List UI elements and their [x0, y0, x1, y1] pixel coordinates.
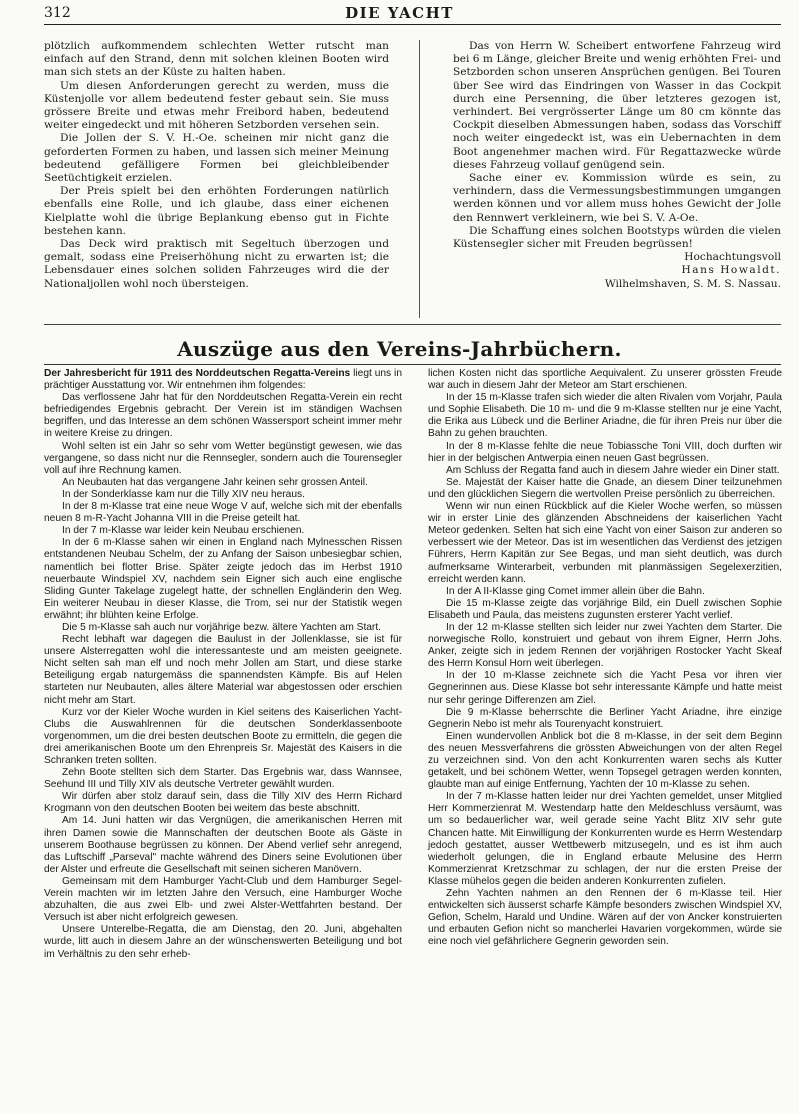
article-paragraph: Die 5 m-Klasse sah auch nur vorjährige bezw. ältere Yachten am Start. — [62, 621, 381, 633]
article-paragraph: Die 15 m-Klasse zeigte das vorjährige Bild, ein Duell zwischen Sophie Elisabeth und Paula, das meistens zugunsten ersterer Yacht verlief. — [428, 597, 782, 621]
letter-paragraph: Der Preis spielt bei den erhöhten Forderungen natürlich ebenfalls eine Rolle, und ich glaube, dass einer eichenen Kielplatte wohl die übrige Beplankung ebenso gut in Fichte bestehen kann. — [44, 185, 389, 237]
letter-paragraph: plötzlich aufkommendem schlechten Wetter rutscht man einfach auf den Strand, denn mit solchen kleinen Booten wird man sich stets an der Küste zu halten haben. — [44, 40, 389, 79]
article-paragraph: lichen Kosten nicht das sportliche Aequivalent. Zu unserer grössten Freude war auch in diesem Jahr der Meteor am Start erschienen. — [428, 368, 782, 392]
letter-section — [44, 40, 781, 322]
letter-paragraph: Das Deck wird praktisch mit Segeltuch überzogen und gemalt, sodass eine Preiserhöhung nicht zu erwarten ist; die Lebensdauer eines solchen soliden Fahrzeuges wird die der Nationaljollen wohl noch übersteigen. — [44, 238, 389, 290]
article-paragraph: Gemeinsam mit dem Hamburger Yacht-Club und dem Hamburger Segel-Verein machten wir im letzten Jahre den Versuch, eine Hamburger Woche abzuhalten, die aus zwei Elb- und zwei Alster-Wettfahrten bestand. Der Versuch ist aber nicht erfolgreich gewesen. — [44, 875, 402, 924]
heading-rule — [44, 364, 781, 365]
signature-name: Hans Howaldt. — [681, 264, 781, 277]
letter-paragraph: Das von Herrn W. Scheibert entworfene Fahrzeug wird bei 6 m Länge, gleicher Breite und wenig erhöhten Frei- und Setzborden schon unseren Ansprüchen genügen. Bei Touren über See wird das Eindringen von Wasser in das Cockpit durch eine Persenning, die über letzteres gezogen ist, verhindert. Bei vergrösserter Länge um 80 cm könnte das Cockpit dieselben Abmessungen haben, sodass das Vorschiff noch weiter eingedeckt ist, was ein Uebernachten in dem Boot angenehmer machen wird. Für Regattazwecke würde dieses Fahrzeug vollauf genügend sein. — [453, 40, 781, 171]
article-paragraph: In der 8 m-Klasse trat eine neue Woge V auf, welche sich mit der ebenfalls neuen 8 m-R-Yacht Johanna VIII in die Preise geteilt hat. — [44, 501, 402, 525]
article-paragraph: Am Schluss der Regatta fand auch in diesem Jahre wieder ein Diner statt. — [446, 464, 780, 476]
section-heading: Auszüge aus den Vereins-Jahrbüchern. — [177, 337, 622, 361]
section-rule — [44, 324, 781, 325]
article-paragraph: In der 6 m-Klasse sahen wir einen in England nach Mylnesschen Rissen entstandenen Neubau Schelm, der zu Anfang der Saison unbesiegbar schien, namentlich bei flotter Brise. Später zeigte jedoch das im Herbst 1910 neuerbaute Windspiel XV, nachdem sein Eigner sich auch eine englische Sliding Gunter Takelage zugelegt hatte, der schnellen Engländerin den Weg. Ein weiterer Neubau in dieser Klasse, die Trom, sei nur der Statistik wegen erwähnt; ihr blühten keine Erfolge. — [44, 537, 402, 621]
article-paragraph: Wohl selten ist ein Jahr so sehr vom Wetter begünstigt gewesen, wie das vergangene, so dass nicht nur die Rennsegler, sondern auch die Tourensegler voll auf ihre Rechnung kamen. — [44, 440, 402, 476]
article-paragraph: Recht lebhaft war dagegen die Baulust in der Jollenklasse, sie ist für unsere Alsterregatten wohl die interessanteste und am meisten geeignete. Nicht selten sah man elf und noch mehr Jollen am Start, und diese starke Beteiligung ergab naturgemäss die spannendsten Kämpfe. Bis auf Helen starteten nur Neubauten, alles ältere Material war abgestossen oder erschien nicht mehr am Start. — [44, 634, 402, 706]
running-head: DIE YACHT — [345, 4, 454, 22]
lead-rest: liegt uns in prächtiger Ausstattung vor. Wir entnehmen ihm folgendes: — [44, 368, 402, 392]
article-paragraph: Wir dürfen aber stolz darauf sein, dass die Tilly XIV des Herrn Richard Krogmann von den deutschen Booten bei weitem das beste abschnitt. — [44, 791, 402, 815]
article-paragraph: Kurz vor der Kieler Woche wurden in Kiel seitens des Kaiserlichen Yacht-Clubs die Auswahlrennen für die deutschen Sonderklassenboote vorgenommen, um die drei besten deutschen Boote zu ermitteln, die gegen die drei amerikanischen Boote um den Ehrenpreis Sr. Majestät des Kaisers in die Schranken treten sollten. — [44, 706, 402, 766]
article-paragraph: An Neubauten hat das vergangene Jahr keinen sehr grossen Anteil. — [62, 476, 368, 488]
article-paragraph: Zehn Boote stellten sich dem Starter. Das Ergebnis war, dass Wannsee, Seehund III und Tilly XIV als deutsche Vertreter gewählt wurden. — [44, 767, 402, 791]
letter-paragraph: Die Jollen der S. V. H.-Oe. scheinen mir nicht ganz die geforderten Formen zu haben, und lassen sich meiner Meinung bedeutend gefälligere Formen bei gleichbleibender Seetüchtigkeit erzielen. — [44, 132, 389, 185]
article-paragraph: Das verflossene Jahr hat für den Norddeutschen Regatta-Verein ein recht befriedigendes Ergebnis gebracht. Der Verein ist im ständigen Wachsen begriffen, und das Interesse an dem schönen Wassersport scheint immer mehr in weitere Kreise zu dringen. — [44, 392, 402, 440]
letter-paragraph: Um diesen Anforderungen gerecht zu werden, muss die Küstenjolle vor allem bedeutend fester gebaut sein. Sie muss grössere Breite und etwas mehr Freibord haben, bedeutend weiter eingedeckt und mit höheren Setzborden versehen sein. — [44, 79, 389, 132]
signature-closing: Hochachtungsvoll — [684, 251, 781, 264]
article-paragraph: Se. Majestät der Kaiser hatte die Gnade, an diesem Diner teilzunehmen und den glücklichen Siegern die wertvollen Preise persönlich zu überreichen. — [428, 476, 782, 500]
article-right-column — [428, 368, 782, 949]
article-paragraph: Zehn Yachten nahmen an den Rennen der 6 m-Klasse teil. Hier entwickelten sich äusserst scharfe Kämpfe besonders zwischen Windspiel XV, Gefion, Schelm, Harald und Undine. Wären auf der von Ancker konstruierten und erbauten Gefion nicht so mancherlei Havarien vorgekommen, würde sie eine noch viel gefährlichere Gegnerin geworden sein. — [428, 888, 782, 948]
article-paragraph: In der A II-Klasse ging Comet immer allein über die Bahn. — [446, 585, 705, 597]
article-paragraph: In der 7 m-Klasse hatten leider nur drei Yachten gemeldet, unser Mitglied Herr Kommerzienrat M. Westendarp hatte den Meldeschluss versäumt, was um so bedauerlicher war, weil gerade seine Yacht Blitz XIV sehr gute Chancen hatte. Mit Einwilligung der Konkurrenten wurde es Herrn Westendarp jedoch gestattet, ausser Wettbewerb mitzusegeln, und es ist ihm auch wiederholt gelungen, die in England erbaute Melusine des Herrn Kommerzienrat Kretzschmar zu schlagen, der nur die ersten Preise der Klasse mühelos gegen die beiden anderen Konkurrenten zufielen. — [428, 791, 782, 887]
article-paragraph: Die 9 m-Klasse beherrschte die Berliner Yacht Ariadne, ihre einzige Gegnerin Nebo ist mehr als Tourenyacht konstruiert. — [428, 706, 782, 730]
letter-right-column — [453, 40, 781, 291]
article-paragraph: Einen wundervollen Anblick bot die 8 m-Klasse, in der seit dem Beginn des neuen Messverfahrens die grössten Abweichungen von der alten Regel zu verzeichnen sind. Von den acht Konkurrenten waren sechs als Kutter getakelt, und bei schönem Wetter, wenn Topsegel getragen werden konnten, glaubte man auf einige Entfernung, Yachten der 10 m-Klasse zu sehen. — [428, 730, 782, 791]
letter-paragraph: Die Schaffung eines solchen Bootstyps würden die vielen Küstensegler sicher mit Freuden begrüssen! — [453, 224, 781, 251]
article-paragraph: Unsere Unterelbe-Regatta, die am Dienstag, den 20. Juni, abgehalten wurde, litt auch in diesem Jahre an der wünschenswerten Beteiligung und bot im Verhältnis zu den sehr erheb- — [44, 924, 402, 960]
article-paragraph: In der 10 m-Klasse zeichnete sich die Yacht Pesa vor ihren vier Gegnerinnen aus. Diese Klasse bot sehr interessante Kämpfe und hatte meist nur sehr geringe Differenzen am Ziel. — [428, 670, 782, 706]
article-paragraph: In der 8 m-Klasse fehlte die neue Tobiassche Toni VIII, doch durften wir hier in der belgischen Antwerpia einen neuen Gast begrüssen. — [428, 440, 782, 464]
header-rule — [44, 24, 781, 25]
article-left-column — [44, 368, 402, 961]
letter-paragraph: Sache einer ev. Kommission würde es sein, zu verhindern, dass die Vermessungsbestimmungen umgangen werden können und vor allem muss hohes Gewicht der Jolle den Rennwert verkleinern, wie bei S. V. A-Oe. — [453, 172, 781, 224]
article-paragraph: In der 7 m-Klasse war leider kein Neubau erschienen. — [62, 525, 305, 537]
page-number: 312 — [44, 5, 71, 21]
article-paragraph: In der 15 m-Klasse trafen sich wieder die alten Rivalen vom Vorjahr, Paula und Sophie Elisabeth. Die 10 m- und die 9 m-Klasse stellten nur je eine Yacht, die Erika aus Lübeck und die Berliner Ariadne, die für ihren Preis nur über die Bahn zu gehen brauchten. — [428, 392, 782, 440]
letter-left-column — [44, 40, 389, 291]
article-paragraph: Wenn wir nun einen Rückblick auf die Kieler Woche werfen, so müssen wir in erster Linie des glänzenden Abschneidens der kaiserlichen Yacht Meteor gedenken. Selten hat sich eine Yacht von einer Saison zur anderen so verbessert wie der Meteor. Das ist im wesentlichen das Verdienst des jetzigen Führers, Herrn Kapitän zur See Begas, und man sieht deutlich, was durch aufmerksame Winterarbeit, verbunden mit planmässigen Segelexerzitien, erreicht werden kann. — [428, 501, 782, 585]
lead-bold: Der Jahresbericht für 1911 des Norddeutschen Regatta-Vereins — [44, 368, 351, 379]
article-lead — [44, 368, 402, 392]
article-paragraph: In der Sonderklasse kam nur die Tilly XIV neu heraus. — [62, 488, 305, 500]
article-paragraph: In der 12 m-Klasse stellten sich leider nur zwei Yachten dem Starter. Die norwegische Rollo, konstruiert und gebaut von ihrem Eigner, Herrn Johs. Anker, zeigte sich in jedem Rennen der vorjährigen Rostocker Yacht Skeaf des Herrn Konsul Horn weit überlegen. — [428, 621, 782, 670]
article-paragraph: Am 14. Juni hatten wir das Vergnügen, die amerikanischen Herren mit ihren Damen sowie die Mannschaften der deutschen Boote als Gäste in unserem Boothause begrüssen zu können. Der Abend verlief sehr anregend, das Luftschiff „Parseval" machte während des Diners seine Evolutionen über der Alster und erfreute die Gesellschaft mit seinen sicheren Manövern. — [44, 815, 402, 875]
signature-location: Wilhelmshaven, S. M. S. Nassau. — [604, 277, 781, 290]
column-divider — [419, 40, 420, 318]
